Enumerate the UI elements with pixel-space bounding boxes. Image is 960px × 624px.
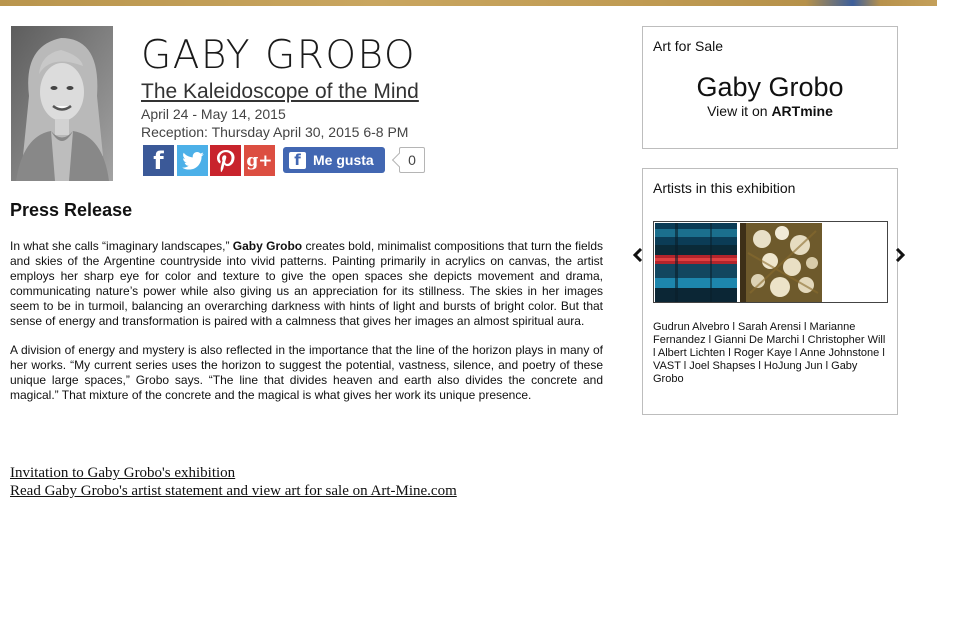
exhibition-header <box>141 34 611 141</box>
artwork-carousel <box>653 221 888 303</box>
exhibition-dates: April 24 - May 14, 2015 <box>141 106 286 122</box>
press-release-heading: Press Release <box>10 200 133 220</box>
artist-photo <box>11 26 113 181</box>
press-paragraph-1: In what she calls “imaginary landscapes,” Gaby Grobo creates bold, minimalist compositions that turn the fields and skies of the Argentine countryside into vivid patterns. Painting primarily in acrylics on canvas, the artist employs her sharp eye for color and texture to give the open spaces she depicts movement and drama, communicating nature’s power while also giving us an appreciation for its stillness. The skies in her images seem to be in turmoil, balancing an overarching darkness with hints of light and bursts of bright color. But that sense of energy and transformation is paired with a calmness that gives her images an almost spiritual aura. <box>10 239 603 328</box>
like-button-label: Me gusta <box>313 152 374 168</box>
artwork-thumbnail[interactable] <box>655 223 737 303</box>
artmine-brand: ARTmine <box>771 103 833 119</box>
carousel-next-arrow-icon[interactable] <box>895 247 905 265</box>
google-plus-icon: g+ <box>246 150 273 171</box>
press-release-body <box>10 239 603 417</box>
exhibition-title-link[interactable]: The Kaleidoscope of the Mind <box>141 80 419 103</box>
invitation-link[interactable]: Invitation to Gaby Grobo's exhibition <box>10 465 236 481</box>
pinterest-icon <box>217 150 235 172</box>
twitter-share-button[interactable] <box>177 145 208 176</box>
artists-panel-title: Artists in this exhibition <box>653 180 796 196</box>
view-on-artmine-link[interactable]: View it on ARTmine <box>707 103 833 119</box>
top-banner-strip <box>0 0 937 6</box>
artist-name-heading: GABY GROBO <box>141 33 417 78</box>
facebook-like-button[interactable] <box>283 147 385 173</box>
artists-list: Gudrun Alvebro l Sarah Arensi l Marianne Fernandez l Gianni De Marchi l Christopher Will l Albert Lichten l Roger Kaye l Anne Johnstone l VAST l Joel Shapses l HoJung Jun l Gaby Grobo <box>653 321 886 385</box>
like-count-badge: 0 <box>399 147 425 173</box>
art-for-sale-panel <box>642 26 898 149</box>
artists-exhibition-panel <box>642 168 898 415</box>
facebook-icon: f <box>153 146 164 175</box>
artwork-thumbnail[interactable] <box>740 223 822 303</box>
pinterest-share-button[interactable] <box>210 145 241 176</box>
artist-name-bold: Gaby Grobo <box>232 239 303 253</box>
twitter-icon <box>182 152 204 170</box>
exhibition-links <box>10 464 457 500</box>
facebook-share-button[interactable] <box>143 145 174 176</box>
google-plus-share-button[interactable] <box>244 145 275 176</box>
sale-artist-name[interactable]: Gaby Grobo <box>696 72 844 102</box>
facebook-logo-icon: f <box>289 152 306 169</box>
reception-info: Reception: Thursday April 30, 2015 6-8 PM <box>141 124 409 140</box>
carousel-prev-arrow-icon[interactable] <box>633 247 643 265</box>
art-for-sale-title: Art for Sale <box>653 38 724 54</box>
press-paragraph-2: A division of energy and mystery is also reflected in the importance that the line of the horizon plays in many of her works. “My current series uses the horizon to suggest the potential, vastness, silence, and poetry of these unique large spaces,” Grobo says. “The line that divides heaven and earth also divides the concrete and magical.” That mixture of the concrete and the magical is what gives her work its unique presence. <box>10 343 603 402</box>
artist-statement-link[interactable]: Read Gaby Grobo's artist statement and view art for sale on Art-Mine.com <box>10 483 457 499</box>
